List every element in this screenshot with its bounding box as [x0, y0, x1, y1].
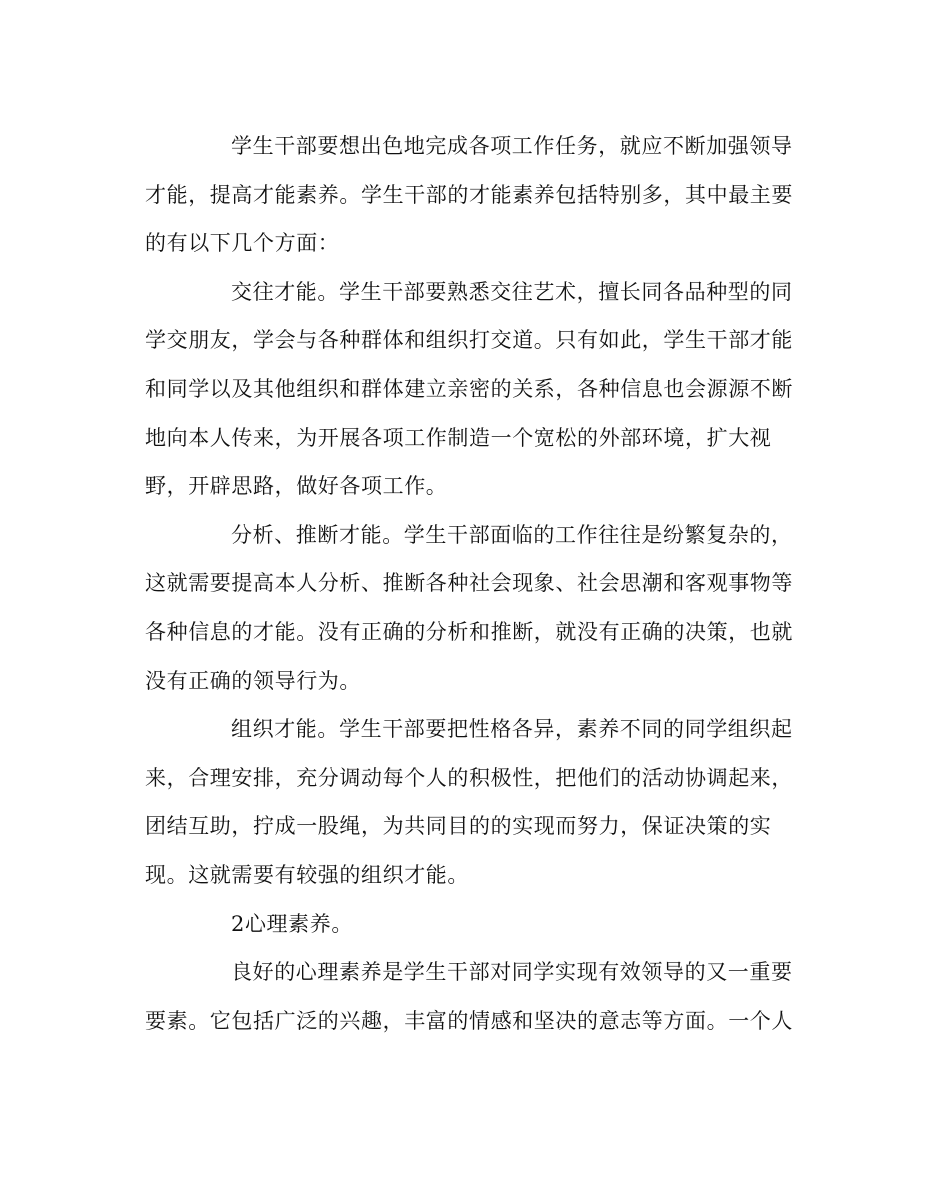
text-line: 学生干部要想出色地完成各项工作任务，就应不断加强领导 — [231, 134, 793, 158]
text-line: 要素。它包括广泛的兴趣，丰富的情感和坚决的意志等方面。一个人 — [145, 1008, 793, 1033]
text-line: 交往才能。学生干部要熟悉交往艺术，擅长同各品种型的同 — [231, 279, 793, 304]
text-line: 分析、推断才能。学生干部面临的工作往往是纷繁复杂的， — [231, 522, 793, 547]
section-heading: 2心理素养。 — [231, 911, 353, 936]
text-line: 良好的心理素养是学生干部对同学实现有效领导的又一重要 — [231, 960, 793, 985]
text-line: 各种信息的才能。没有正确的分析和推断，就没有正确的决策，也就 — [145, 619, 793, 644]
document-body — [145, 122, 805, 1045]
text-line: 这就需要提高本人分析、推断各种社会现象、社会思潮和客观事物等 — [145, 571, 793, 596]
text-line: 组织才能。学生干部要把性格各异，素养不同的同学组织起 — [231, 717, 793, 742]
text-line: 野，开辟思路，做好各项工作。 — [145, 474, 448, 499]
text-line: 没有正确的领导行为。 — [145, 668, 361, 693]
text-line: 才能，提高才能素养。学生干部的才能素养包括特别多，其中最主要 — [145, 182, 793, 207]
text-line: 和同学以及其他组织和群体建立亲密的关系，各种信息也会源源不断 — [145, 376, 793, 401]
text-line: 地向本人传来，为开展各项工作制造一个宽松的外部环境，扩大视 — [145, 425, 772, 450]
text-line: 来，合理安排，充分调动每个人的积极性，把他们的活动协调起来， — [145, 765, 793, 790]
text-line: 学交朋友，学会与各种群体和组织打交道。只有如此，学生干部才能 — [145, 328, 793, 353]
text-line: 现。这就需要有较强的组织才能。 — [145, 862, 469, 887]
text-line: 团结互助，拧成一股绳，为共同目的的实现而努力，保证决策的实 — [145, 814, 772, 839]
text-line: 的有以下几个方面： — [145, 231, 340, 256]
